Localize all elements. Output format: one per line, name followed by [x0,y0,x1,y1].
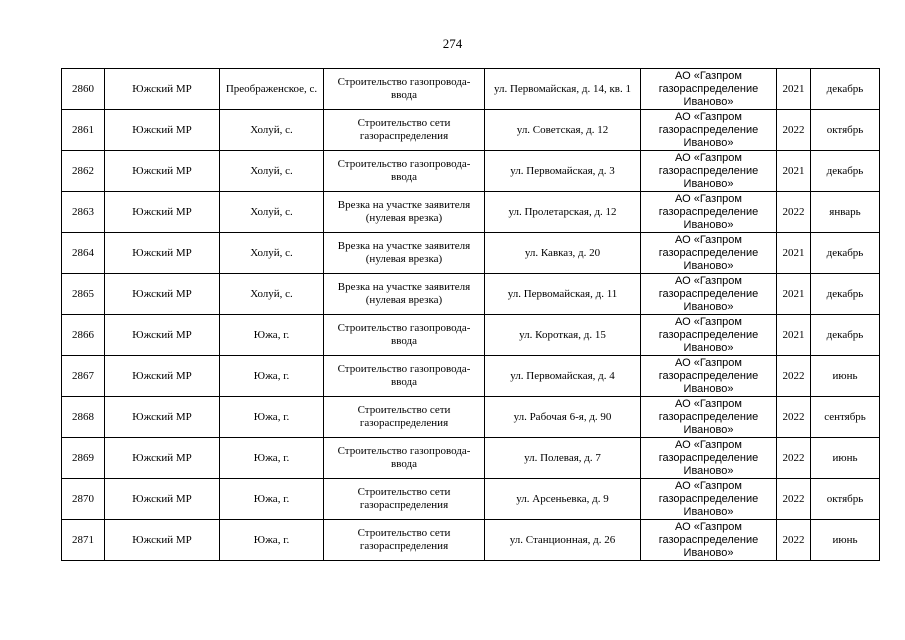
organization-cell: АО «Газпром газораспределение Иваново» [641,274,777,315]
address-cell: ул. Рабочая 6-я, д. 90 [485,397,641,438]
locality-cell: Холуй, с. [220,192,324,233]
organization-cell: АО «Газпром газораспределение Иваново» [641,315,777,356]
organization-cell: АО «Газпром газораспределение Иваново» [641,479,777,520]
district-cell: Южский МР [105,151,220,192]
address-cell: ул. Станционная, д. 26 [485,520,641,561]
district-cell: Южский МР [105,110,220,151]
organization-cell: АО «Газпром газораспределение Иваново» [641,438,777,479]
year-cell: 2021 [777,69,811,110]
month-cell: июнь [811,520,880,561]
locality-cell: Холуй, с. [220,151,324,192]
row-number-cell: 2863 [62,192,105,233]
district-cell: Южский МР [105,520,220,561]
row-number-cell: 2865 [62,274,105,315]
month-cell: октябрь [811,110,880,151]
locality-cell: Южа, г. [220,520,324,561]
locality-cell: Холуй, с. [220,274,324,315]
year-cell: 2022 [777,438,811,479]
district-cell: Южский МР [105,356,220,397]
month-cell: июнь [811,438,880,479]
locality-cell: Южа, г. [220,356,324,397]
organization-cell: АО «Газпром газораспределение Иваново» [641,151,777,192]
district-cell: Южский МР [105,192,220,233]
locality-cell: Холуй, с. [220,233,324,274]
organization-cell: АО «Газпром газораспределение Иваново» [641,356,777,397]
month-cell: июнь [811,356,880,397]
address-cell: ул. Кавказ, д. 20 [485,233,641,274]
year-cell: 2022 [777,520,811,561]
table-row [62,192,880,233]
district-cell: Южский МР [105,438,220,479]
district-cell: Южский МР [105,233,220,274]
month-cell: сентябрь [811,397,880,438]
locality-cell: Преображенское, с. [220,69,324,110]
address-cell: ул. Первомайская, д. 14, кв. 1 [485,69,641,110]
row-number-cell: 2869 [62,438,105,479]
address-cell: ул. Советская, д. 12 [485,110,641,151]
district-cell: Южский МР [105,274,220,315]
address-cell: ул. Короткая, д. 15 [485,315,641,356]
locality-cell: Южа, г. [220,438,324,479]
year-cell: 2022 [777,479,811,520]
district-cell: Южский МР [105,69,220,110]
table-row [62,397,880,438]
month-cell: декабрь [811,274,880,315]
month-cell: октябрь [811,479,880,520]
table-row [62,479,880,520]
row-number-cell: 2860 [62,69,105,110]
table-row [62,69,880,110]
table-row [62,110,880,151]
organization-cell: АО «Газпром газораспределение Иваново» [641,192,777,233]
table-row [62,520,880,561]
table-row [62,151,880,192]
row-number-cell: 2864 [62,233,105,274]
table-row [62,274,880,315]
organization-cell: АО «Газпром газораспределение Иваново» [641,233,777,274]
organization-cell: АО «Газпром газораспределение Иваново» [641,110,777,151]
locality-cell: Южа, г. [220,397,324,438]
organization-cell: АО «Газпром газораспределение Иваново» [641,397,777,438]
row-number-cell: 2867 [62,356,105,397]
row-number-cell: 2868 [62,397,105,438]
work-type-cell: Строительство газопровода-ввода [324,315,485,356]
work-type-cell: Строительство сети газораспределения [324,520,485,561]
year-cell: 2021 [777,315,811,356]
table-body [62,69,880,561]
table-row [62,233,880,274]
locality-cell: Холуй, с. [220,110,324,151]
work-type-cell: Врезка на участке заявителя (нулевая врезка) [324,274,485,315]
row-number-cell: 2862 [62,151,105,192]
locality-cell: Южа, г. [220,315,324,356]
work-type-cell: Строительство сети газораспределения [324,397,485,438]
work-type-cell: Строительство газопровода-ввода [324,69,485,110]
address-cell: ул. Пролетарская, д. 12 [485,192,641,233]
work-type-cell: Строительство сети газораспределения [324,110,485,151]
district-cell: Южский МР [105,397,220,438]
district-cell: Южский МР [105,315,220,356]
work-type-cell: Строительство сети газораспределения [324,479,485,520]
year-cell: 2022 [777,356,811,397]
address-cell: ул. Первомайская, д. 11 [485,274,641,315]
year-cell: 2022 [777,192,811,233]
address-cell: ул. Первомайская, д. 4 [485,356,641,397]
organization-cell: АО «Газпром газораспределение Иваново» [641,69,777,110]
month-cell: декабрь [811,233,880,274]
year-cell: 2021 [777,151,811,192]
year-cell: 2021 [777,233,811,274]
table-row [62,315,880,356]
page-number: 274 [442,36,463,51]
work-type-cell: Строительство газопровода-ввода [324,356,485,397]
table-row [62,356,880,397]
locality-cell: Южа, г. [220,479,324,520]
row-number-cell: 2866 [62,315,105,356]
work-type-cell: Строительство газопровода-ввода [324,438,485,479]
organization-cell: АО «Газпром газораспределение Иваново» [641,520,777,561]
work-type-cell: Врезка на участке заявителя (нулевая врезка) [324,192,485,233]
year-cell: 2022 [777,397,811,438]
table-row [62,438,880,479]
district-cell: Южский МР [105,479,220,520]
month-cell: январь [811,192,880,233]
month-cell: декабрь [811,69,880,110]
address-cell: ул. Полевая, д. 7 [485,438,641,479]
work-type-cell: Строительство газопровода-ввода [324,151,485,192]
work-type-cell: Врезка на участке заявителя (нулевая врезка) [324,233,485,274]
address-cell: ул. Арсеньевка, д. 9 [485,479,641,520]
month-cell: декабрь [811,315,880,356]
row-number-cell: 2861 [62,110,105,151]
year-cell: 2021 [777,274,811,315]
row-number-cell: 2871 [62,520,105,561]
gas-works-table [61,68,880,561]
address-cell: ул. Первомайская, д. 3 [485,151,641,192]
row-number-cell: 2870 [62,479,105,520]
year-cell: 2022 [777,110,811,151]
month-cell: декабрь [811,151,880,192]
